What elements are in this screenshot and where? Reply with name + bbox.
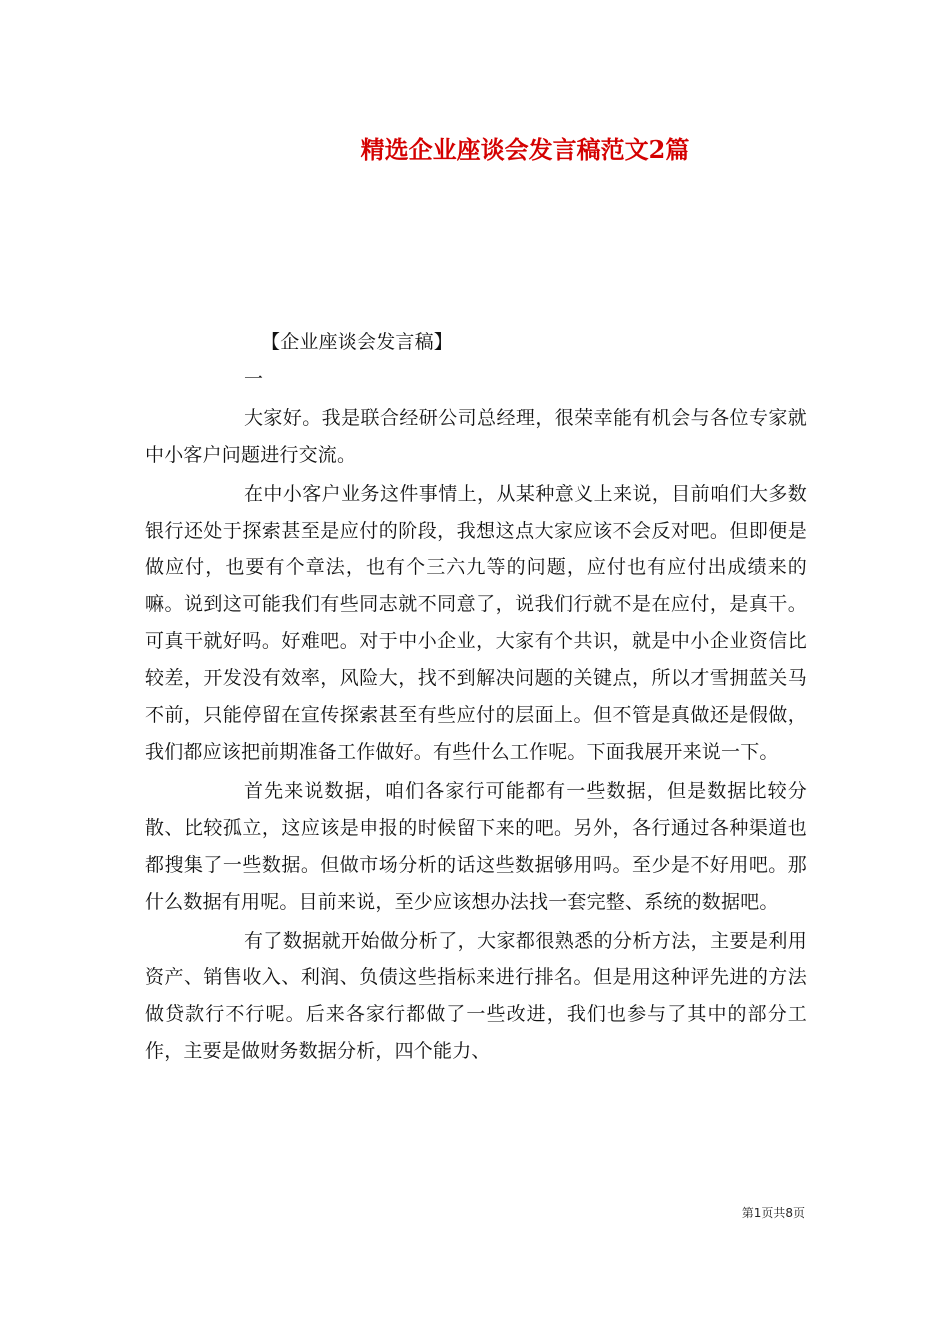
document-title: 精选企业座谈会发言稿范文2篇 [360,135,690,164]
page-number: 第1页共8页 [741,1206,805,1220]
paragraph: 大家好。我是联合经研公司总经理，很荣幸能有机会与各位专家就中小客户问题进行交流。 [145,406,807,466]
document-body [145,324,807,1070]
paragraph: 在中小客户业务这件事情上，从某种意义上来说，目前咱们大多数银行还处于探索甚至是应付的阶段，我想这点大家应该不会反对吧。但即便是做应付，也要有个章法，也有个三六九等的问题，应付也有应付出成绩来的嘛。说到这可能我们有些同志就不同意了，说我们行就不是在应付，是真干。可真干就好吗。好难吧。对于中小企业，大家有个共识，就是中小企业资信比较差，开发没有效率，风险大，找不到解决问题的关键点，所以才雪拥蓝关马不前，只能停留在宣传探索甚至有些应付的层面上。但不管是真做还是假做，我们都应该把前期准备工作做好。有些什么工作呢。下面我展开来说一下。 [145,482,807,763]
section-heading: 【企业座谈会发言稿】 [261,331,454,353]
section-number: 一 [244,367,264,390]
paragraph: 首先来说数据，咱们各家行可能都有一些数据，但是数据比较分散、比较孤立，这应该是申报的时候留下来的吧。另外，各行通过各种渠道也都搜集了一些数据。但做市场分析的话这些数据够用吗。至少是不好用吧。那什么数据有用呢。目前来说，至少应该想办法找一套完整、系统的数据吧。 [145,779,807,913]
paragraph: 有了数据就开始做分析了，大家都很熟悉的分析方法，主要是利用资产、销售收入、利润、负债这些指标来进行排名。但是用这种评先进的方法做贷款行不行呢。后来各家行都做了一些改进，我们也参与了其中的部分工作，主要是做财务数据分析，四个能力、 [145,929,807,1063]
